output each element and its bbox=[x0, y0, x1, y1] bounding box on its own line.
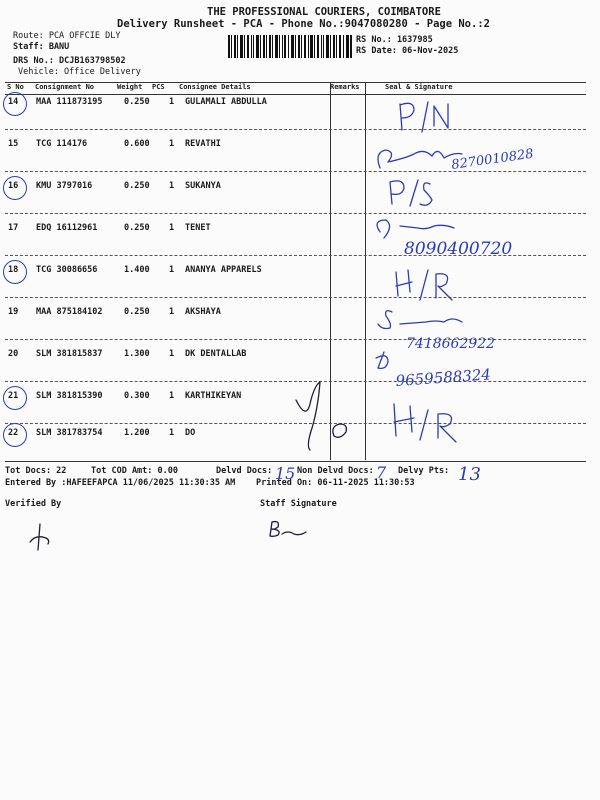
verified-by: Verified By bbox=[5, 499, 62, 509]
row-pcs: 1 bbox=[169, 181, 175, 191]
delvd-docs: Delvd Docs: bbox=[216, 466, 273, 476]
row-sno: 17 bbox=[8, 223, 19, 233]
route-label: Route: PCA OFFCIE DLY bbox=[13, 31, 121, 41]
rs-date: RS Date: 06-Nov-2025 bbox=[356, 46, 459, 56]
row-consignment: TCG 114176 bbox=[36, 139, 88, 149]
handwritten-non-delvd: 7 bbox=[376, 463, 387, 482]
row-consignee: TENET bbox=[185, 223, 211, 233]
row-consignment: EDQ 16112961 bbox=[36, 223, 98, 233]
row-sno: 19 bbox=[8, 307, 19, 317]
row-consignment: SLM 381815390 bbox=[36, 391, 103, 401]
handwritten-phone: 8090400720 bbox=[404, 239, 513, 259]
row-pcs: 1 bbox=[169, 223, 175, 233]
row-weight: 0.600 bbox=[124, 139, 150, 149]
row-pcs: 1 bbox=[169, 97, 175, 107]
handwritten-signatures bbox=[366, 96, 596, 456]
row-consignee: AKSHAYA bbox=[185, 307, 221, 317]
row-consignee: ANANYA APPARELS bbox=[185, 265, 262, 275]
runsheet-title: Delivery Runsheet - PCA - Phone No.:9047080280 - Page No.:2 bbox=[117, 18, 490, 30]
row-sno: 18 bbox=[8, 265, 19, 275]
row-consignee: GULAMALI ABDULLA bbox=[185, 97, 267, 107]
tot-cod: Tot COD Amt: 0.00 bbox=[91, 466, 178, 476]
row-consignee: SUKANYA bbox=[185, 181, 221, 191]
drs-number: DRS No.: DCJB163798502 bbox=[13, 56, 126, 66]
row-sno: 15 bbox=[8, 139, 19, 149]
col-pcs: PCS bbox=[152, 83, 165, 91]
staff-signature-label: Staff Signature bbox=[260, 499, 337, 509]
row-consignment: MAA 111873195 bbox=[36, 97, 103, 107]
row-weight: 0.250 bbox=[124, 223, 150, 233]
entered-by: Entered By :HAFEEFAPCA 11/06/2025 11:30:35 AM bbox=[5, 478, 236, 488]
col-weight: Weight bbox=[117, 83, 143, 91]
col-consignee: Consignee Details bbox=[179, 83, 251, 91]
barcode-image bbox=[228, 35, 352, 58]
row-weight: 1.200 bbox=[124, 428, 150, 438]
row-consignment: SLM 381783754 bbox=[36, 428, 103, 438]
handwritten-phone: 8270010828 bbox=[450, 146, 535, 173]
handwritten-delvy-pts: 13 bbox=[458, 464, 481, 485]
sno-circle-mark bbox=[3, 386, 27, 410]
row-weight: 1.300 bbox=[124, 349, 150, 359]
row-sno: 16 bbox=[8, 181, 19, 191]
handwritten-delvd: 15 bbox=[275, 464, 296, 483]
sno-circle-mark bbox=[3, 260, 27, 284]
sno-circle-mark bbox=[3, 423, 27, 447]
row-consignee: DO bbox=[185, 428, 196, 438]
staff-signature bbox=[266, 518, 310, 540]
handwritten-remarks-mark bbox=[290, 378, 360, 458]
row-sno: 14 bbox=[8, 97, 19, 107]
row-weight: 0.250 bbox=[124, 181, 150, 191]
row-consignment: SLM 381815837 bbox=[36, 349, 103, 359]
row-pcs: 1 bbox=[169, 349, 175, 359]
row-weight: 0.250 bbox=[124, 97, 150, 107]
handwritten-phone: 7418662922 bbox=[406, 336, 496, 352]
row-weight: 1.400 bbox=[124, 265, 150, 275]
handwritten-counts bbox=[270, 458, 490, 486]
row-pcs: 1 bbox=[169, 428, 175, 438]
row-consignment: KMU 3797016 bbox=[36, 181, 93, 191]
company-title: THE PROFESSIONAL COURIERS, COIMBATORE bbox=[207, 6, 441, 18]
row-consignment: MAA 875184102 bbox=[36, 307, 103, 317]
printed-on: Printed On: 06-11-2025 11:30:53 bbox=[256, 478, 415, 488]
tot-docs: Tot Docs: 22 bbox=[5, 466, 67, 476]
row-pcs: 1 bbox=[169, 265, 175, 275]
row-sno: 22 bbox=[8, 428, 19, 438]
row-consignee: KARTHIKEYAN bbox=[185, 391, 242, 401]
row-pcs: 1 bbox=[169, 391, 175, 401]
row-consignee: DK DENTALLAB bbox=[185, 349, 247, 359]
row-weight: 0.250 bbox=[124, 307, 150, 317]
row-weight: 0.300 bbox=[124, 391, 150, 401]
delvy-pts: Delvy Pts: bbox=[398, 466, 450, 476]
sno-circle-mark bbox=[3, 176, 27, 200]
staff-label: Staff: BANU bbox=[13, 42, 70, 52]
col-remarks: Remarks bbox=[330, 83, 360, 91]
table-header-rule bbox=[5, 94, 586, 95]
vehicle-label: Vehicle: Office Delivery bbox=[18, 67, 141, 77]
non-delvd-docs: Non Delvd Docs: bbox=[297, 466, 374, 476]
row-pcs: 1 bbox=[169, 307, 175, 317]
col-seal-signature: Seal & Signature bbox=[385, 83, 453, 91]
rs-number: RS No.: 1637985 bbox=[356, 35, 433, 45]
row-sno: 21 bbox=[8, 391, 19, 401]
row-pcs: 1 bbox=[169, 139, 175, 149]
row-consignee: REVATHI bbox=[185, 139, 221, 149]
row-consignment: TCG 30086656 bbox=[36, 265, 98, 275]
col-consignment: Consignment No bbox=[35, 83, 95, 91]
handwritten-phone: 9659588324 bbox=[395, 365, 492, 390]
col-sno: S No bbox=[7, 83, 24, 91]
row-sno: 20 bbox=[8, 349, 19, 359]
verifier-signature bbox=[26, 520, 66, 554]
sno-circle-mark bbox=[3, 92, 27, 116]
